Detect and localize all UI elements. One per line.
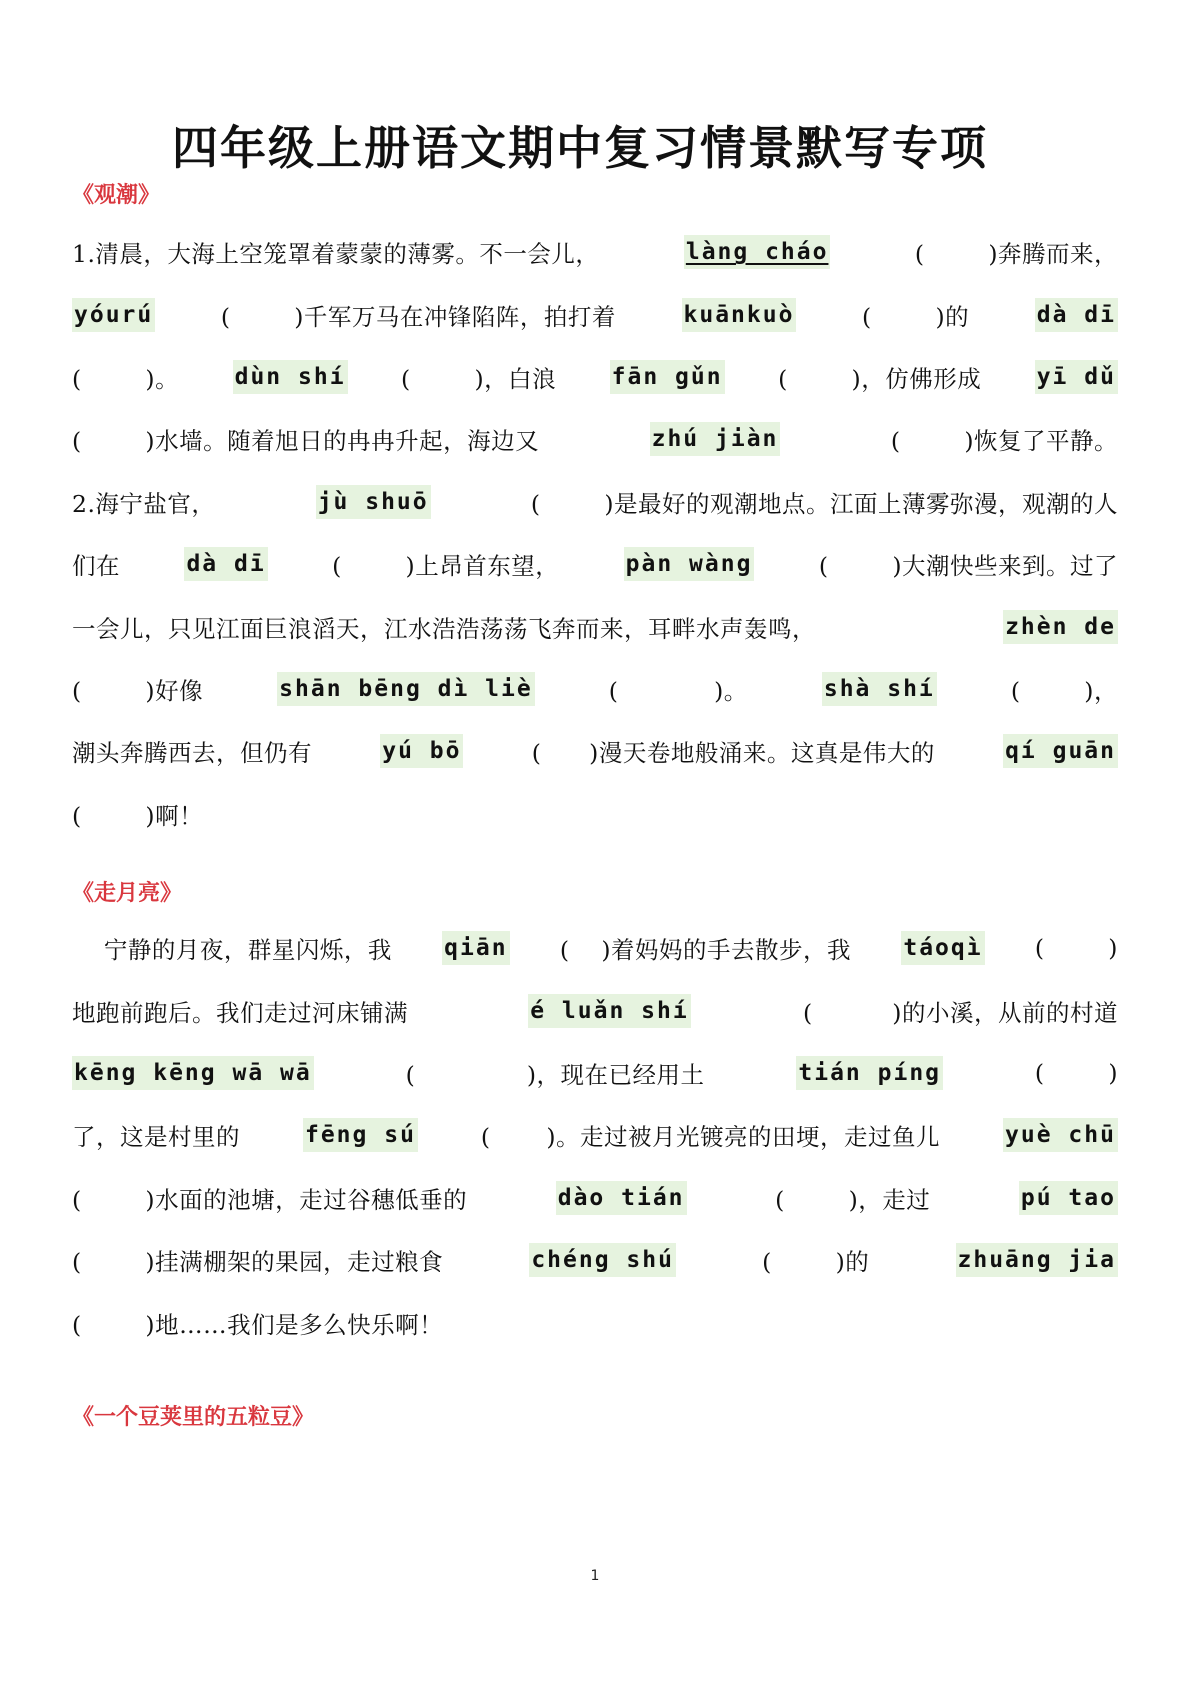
sentence-text: ( )是最好的观潮地点。江面上薄雾弥漫，观潮的人 <box>530 489 1118 518</box>
text-line <box>72 1042 1118 1104</box>
text-line <box>72 720 1118 782</box>
sentence-text: ( )的 <box>762 1248 870 1277</box>
sentence-text: ( )。走过被月光镀亮的田埂，走过鱼儿 <box>480 1123 941 1152</box>
sentence-text: ( )水墙。随着旭日的冉冉升起，海边又 <box>72 427 540 456</box>
sentence-text: ( )，白浪 <box>401 364 557 393</box>
sentence-text: ( )着妈妈的手去散步，我 <box>559 936 852 965</box>
text-line <box>72 533 1118 595</box>
pinyin-prompt: shà shí <box>822 672 937 706</box>
section-body-zouyueliang <box>72 917 1118 1354</box>
sentence-text: ( )， <box>1010 676 1118 705</box>
pinyin-prompt: táoqì <box>901 931 984 965</box>
sentence-text: ( )挂满棚架的果园，走过粮食 <box>72 1248 444 1277</box>
pinyin-prompt: kēng kēng wā wā <box>72 1056 314 1090</box>
sentence-text: 地跑前跑后。我们走过河床铺满 <box>72 998 416 1027</box>
pinyin-prompt: kuānkuò <box>682 298 797 332</box>
sentence-text: ( )，走过 <box>775 1185 931 1214</box>
text-line <box>72 1167 1118 1229</box>
pinyin-prompt: shān bēng dì liè <box>277 672 535 706</box>
sentence-text: ( )千军万马在冲锋陷阵，拍打着 <box>220 302 616 331</box>
pinyin-prompt: dà dī <box>1035 298 1118 332</box>
sentence-text: 了，这是村里的 <box>72 1123 240 1152</box>
pinyin-prompt: zhú jiàn <box>650 422 781 456</box>
text-line <box>72 346 1118 408</box>
pinyin-prompt: qí guān <box>1003 734 1118 768</box>
sentence-text: ( )奔腾而来， <box>914 240 1118 269</box>
text-line <box>72 595 1118 657</box>
pinyin-prompt: tián píng <box>796 1056 943 1090</box>
text-line <box>72 783 1118 845</box>
sentence-text: ( ) <box>1034 934 1118 963</box>
sentence-text: ( )大潮快些来到。过了 <box>818 552 1118 581</box>
pinyin-prompt: yóurú <box>72 298 155 332</box>
text-line <box>72 408 1118 470</box>
pinyin-prompt: zhuāng jia <box>956 1243 1118 1277</box>
pinyin-prompt: chéng shú <box>529 1243 676 1277</box>
sentence-text: ( )啊！ <box>72 801 204 830</box>
pinyin-prompt: yú bō <box>380 734 463 768</box>
pinyin-prompt: yuè chū <box>1003 1118 1118 1152</box>
text-line <box>72 1291 1118 1353</box>
pinyin-prompt: é luǎn shí <box>528 994 690 1028</box>
page-title: 四年级上册语文期中复习情景默写专项 <box>172 121 988 175</box>
pinyin-prompt: dùn shí <box>233 360 348 394</box>
pinyin-prompt: yī dǔ <box>1035 360 1118 394</box>
pinyin-prompt: qiān <box>442 931 509 965</box>
sentence-text: 们在 <box>72 552 120 581</box>
text-line <box>72 658 1118 720</box>
sentence-text: 1.清晨，大海上空笼罩着蒙蒙的薄雾。不一会儿， <box>72 240 600 269</box>
sentence-text: ( )地……我们是多么快乐啊！ <box>72 1310 444 1339</box>
sentence-text: ( )的小溪，从前的村道 <box>802 998 1118 1027</box>
section-title-guanchao: 《观潮》 <box>72 183 161 208</box>
sentence-text: ( )恢复了平静。 <box>890 427 1118 456</box>
pinyin-prompt: dào tián <box>556 1181 687 1215</box>
page-number: 1 <box>590 1568 600 1584</box>
sentence-text: ( )上昂首东望， <box>332 552 560 581</box>
sentence-text: ( )，仿佛形成 <box>778 364 982 393</box>
sentence-text: ( )。 <box>608 676 748 705</box>
sentence-text: ( )漫天卷地般涌来。这真是伟大的 <box>531 739 935 768</box>
section-title-zouyueliang: 《走月亮》 <box>72 881 183 906</box>
sentence-text: 一会儿，只见江面巨浪滔天，江水浩浩荡荡飞奔而来，耳畔水声轰鸣， <box>72 614 816 643</box>
pinyin-prompt: fān gǔn <box>610 360 725 394</box>
sentence-text: 2.海宁盐官， <box>72 489 216 518</box>
pinyin-prompt: dà dī <box>184 547 267 581</box>
pinyin-prompt: jù shuō <box>316 485 431 519</box>
text-line <box>72 1104 1118 1166</box>
pinyin-prompt: làng cháo <box>684 235 831 269</box>
text-line <box>72 979 1118 1041</box>
text-line <box>72 221 1118 283</box>
sentence-text: ( ) <box>1034 1058 1118 1087</box>
pinyin-prompt: zhèn de <box>1003 610 1118 644</box>
section-body-guanchao <box>72 221 1118 845</box>
section-title-doujia: 《一个豆荚里的五粒豆》 <box>72 1405 315 1430</box>
sentence-text: 宁静的月夜，群星闪烁，我 <box>72 936 392 965</box>
sentence-text: ( )，现在已经用土 <box>405 1060 705 1089</box>
sentence-text: ( )好像 <box>72 676 204 705</box>
pinyin-prompt: pàn wàng <box>624 547 755 581</box>
text-line <box>72 283 1118 345</box>
sentence-text: 潮头奔腾西去，但仍有 <box>72 739 312 768</box>
sentence-text: ( )水面的池塘，走过谷穗低垂的 <box>72 1185 468 1214</box>
pinyin-prompt: pú tao <box>1019 1181 1118 1215</box>
sentence-text: ( )的 <box>862 302 970 331</box>
text-line <box>72 471 1118 533</box>
pinyin-prompt: fēng sú <box>303 1118 418 1152</box>
text-line <box>72 917 1118 979</box>
text-line <box>72 1229 1118 1291</box>
sentence-text: ( )。 <box>72 364 180 393</box>
